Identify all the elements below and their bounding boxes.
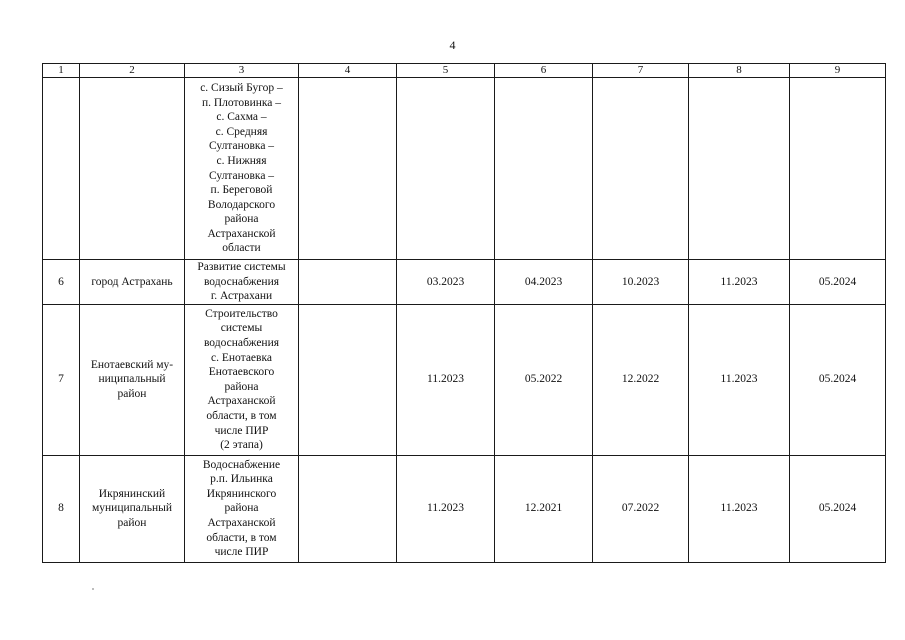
page-number: 4 bbox=[449, 38, 456, 52]
column-6-cell: 04.2023 bbox=[495, 260, 593, 305]
row-number-cell bbox=[43, 78, 80, 260]
project-cell: Строительство системы водоснабжения с. Енотаевка Енотаевского района Астраханской области, в том числе ПИР (2 этапа) bbox=[185, 304, 299, 455]
column-4-cell bbox=[299, 455, 397, 562]
column-9-cell: 05.2024 bbox=[790, 260, 886, 305]
column-7-cell: 10.2023 bbox=[593, 260, 689, 305]
column-header: 2 bbox=[80, 64, 185, 78]
column-7-cell: 12.2022 bbox=[593, 304, 689, 455]
column-6-cell: 05.2022 bbox=[495, 304, 593, 455]
row-number-cell: 7 bbox=[43, 304, 80, 455]
column-8-cell: 11.2023 bbox=[689, 455, 790, 562]
column-header: 3 bbox=[185, 64, 299, 78]
district-cell bbox=[80, 78, 185, 260]
project-cell: с. Сизый Бугор – п. Плотовинка – с. Сахма – с. Средняя Султановка – с. Нижняя Султановка – п. Береговой Володарского района Астраханской области bbox=[185, 78, 299, 260]
row-number-cell: 8 bbox=[43, 455, 80, 562]
table-row bbox=[43, 455, 886, 562]
column-8-cell: 11.2023 bbox=[689, 304, 790, 455]
row-number-cell: 6 bbox=[43, 260, 80, 305]
column-4-cell bbox=[299, 78, 397, 260]
column-header: 4 bbox=[299, 64, 397, 78]
column-9-cell: 05.2024 bbox=[790, 304, 886, 455]
table-row bbox=[43, 260, 886, 305]
table-row bbox=[43, 304, 886, 455]
table-row bbox=[43, 78, 886, 260]
column-5-cell bbox=[397, 78, 495, 260]
project-cell: Развитие системы водоснабжения г. Астрахани bbox=[185, 260, 299, 305]
table-header-row bbox=[43, 64, 886, 78]
column-9-cell bbox=[790, 78, 886, 260]
column-8-cell: 11.2023 bbox=[689, 260, 790, 305]
column-7-cell bbox=[593, 78, 689, 260]
scan-speck bbox=[92, 588, 94, 590]
column-header: 9 bbox=[790, 64, 886, 78]
column-7-cell: 07.2022 bbox=[593, 455, 689, 562]
column-5-cell: 03.2023 bbox=[397, 260, 495, 305]
district-cell: Енотаевский му- ниципальный район bbox=[80, 304, 185, 455]
column-header: 5 bbox=[397, 64, 495, 78]
column-6-cell bbox=[495, 78, 593, 260]
project-cell: Водоснабжение р.п. Ильинка Икрянинского района Астраханской области, в том числе ПИР bbox=[185, 455, 299, 562]
column-header: 7 bbox=[593, 64, 689, 78]
column-header: 6 bbox=[495, 64, 593, 78]
data-table bbox=[42, 63, 886, 563]
district-cell: Икрянинский муниципальный район bbox=[80, 455, 185, 562]
column-8-cell bbox=[689, 78, 790, 260]
column-4-cell bbox=[299, 304, 397, 455]
column-5-cell: 11.2023 bbox=[397, 304, 495, 455]
column-5-cell: 11.2023 bbox=[397, 455, 495, 562]
district-cell: город Астрахань bbox=[80, 260, 185, 305]
column-header: 1 bbox=[43, 64, 80, 78]
column-4-cell bbox=[299, 260, 397, 305]
column-9-cell: 05.2024 bbox=[790, 455, 886, 562]
column-header: 8 bbox=[689, 64, 790, 78]
column-6-cell: 12.2021 bbox=[495, 455, 593, 562]
